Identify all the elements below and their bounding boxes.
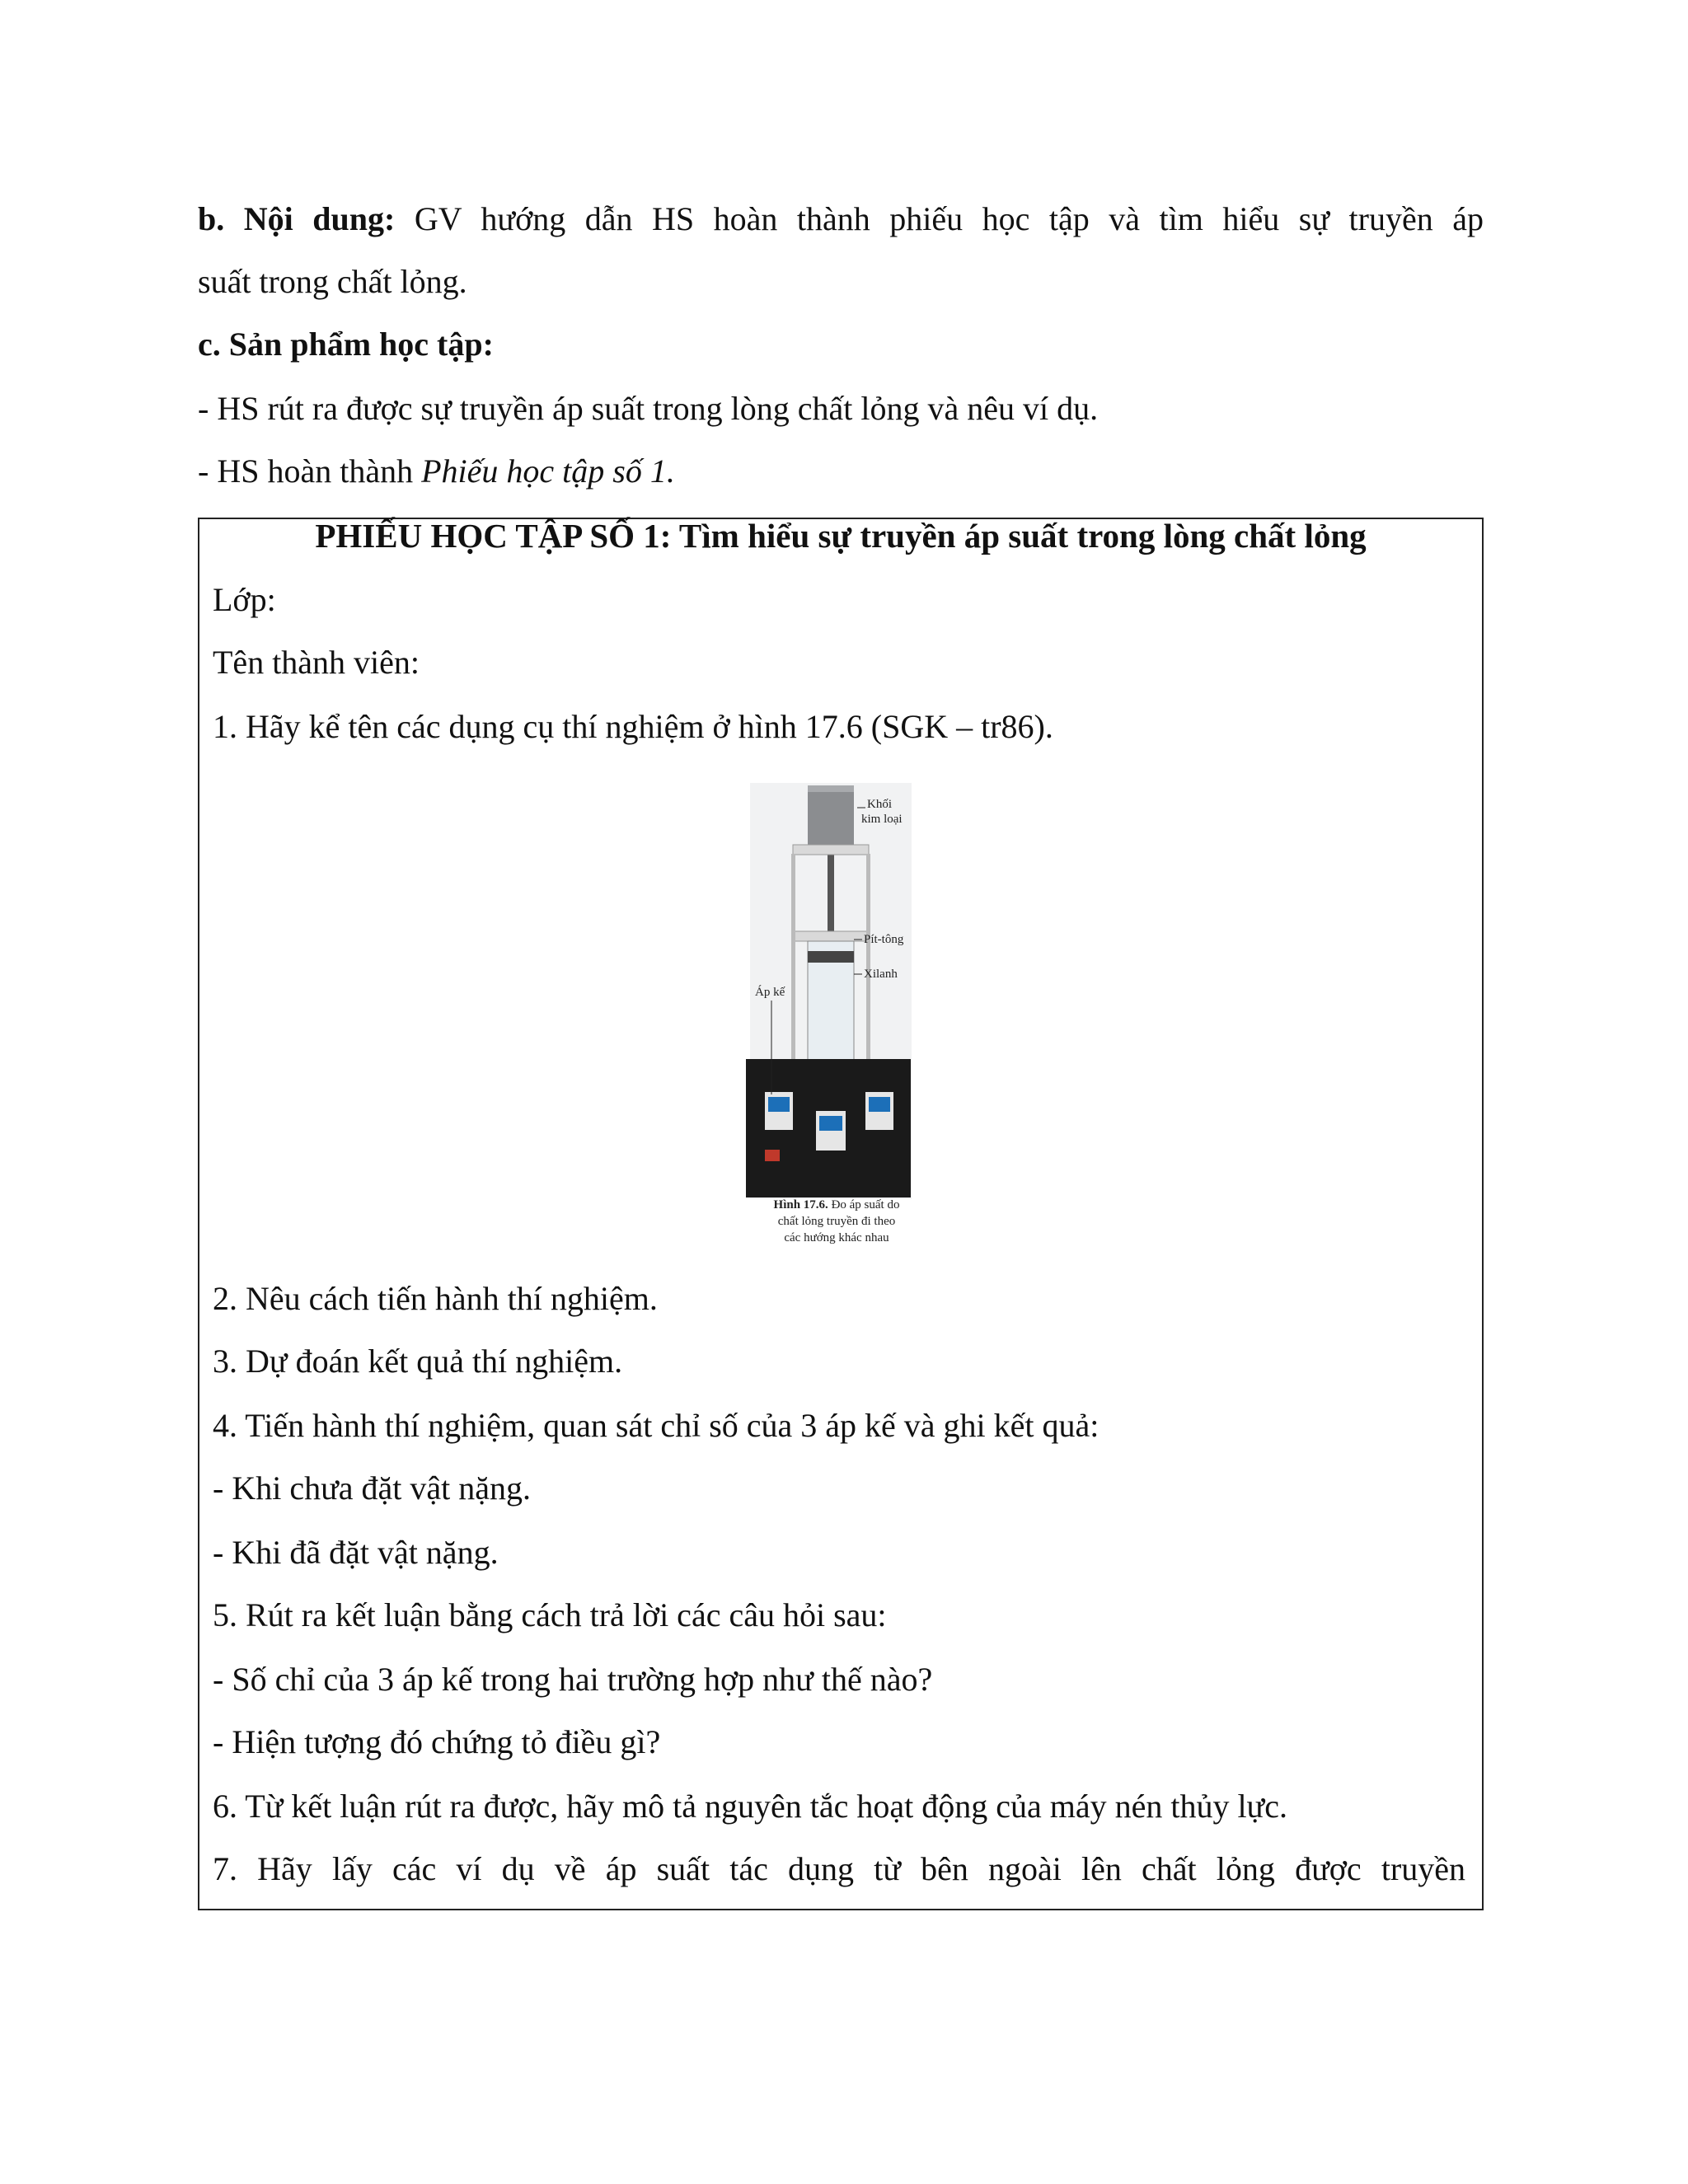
question-5b: - Hiện tượng đó chứng tỏ điều gì? <box>213 1723 661 1760</box>
metal-block-image <box>808 785 854 845</box>
question-4b: - Khi đã đặt vật nặng. <box>213 1534 499 1571</box>
question-4: 4. Tiến hành thí nghiệm, quan sát chỉ số của 3 áp kế và ghi kết quả: <box>213 1407 1100 1444</box>
question-7: 7. Hãy lấy các ví dụ về áp suất tác dụng từ bên ngoài lên chất lỏng được truyền <box>213 1850 1465 1887</box>
question-6: 6. Từ kết luận rút ra được, hãy mô tả nguyên tắc hoạt động của máy nén thủy lực. <box>213 1788 1287 1825</box>
label-cylinder: Xilanh <box>864 968 898 981</box>
content-paragraph-cont: suất trong chất lỏng. <box>198 263 467 300</box>
worksheet-title: PHIẾU HỌC TẬP SỐ 1: Tìm hiểu sự truyền áp suất trong lòng chất lỏng <box>315 517 1367 555</box>
label-gauge: Áp kế <box>755 986 785 999</box>
question-2: 2. Nêu cách tiến hành thí nghiệm. <box>213 1280 658 1317</box>
label-piston: Pít-tông <box>864 933 904 946</box>
piston-image <box>808 951 854 963</box>
worksheet-box-bottom-border <box>198 1909 1484 1910</box>
label-metal-1: Khối <box>867 798 892 811</box>
worksheet-ref: Phiếu học tập số 1. <box>421 452 675 490</box>
figure-caption: Hình 17.6. Đo áp suất do chất lỏng truyền đi theo các hướng khác nhau <box>773 1198 900 1244</box>
product-item-2: - HS hoàn thành Phiếu học tập số 1. <box>198 452 675 490</box>
content-label: b. Nội dung: <box>198 200 396 237</box>
content-paragraph <box>198 199 1484 239</box>
members-label: Tên thành viên: <box>213 644 420 681</box>
question-5a: - Số chỉ của 3 áp kế trong hai trường hợp như thế nào? <box>213 1661 933 1698</box>
label-metal-2: kim loại <box>861 813 903 826</box>
question-5: 5. Rút ra kết luận bằng cách trả lời các câu hỏi sau: <box>213 1596 887 1633</box>
question-3: 3. Dự đoán kết quả thí nghiệm. <box>213 1343 623 1380</box>
question-1: 1. Hãy kể tên các dụng cụ thí nghiệm ở hình 17.6 (SGK – tr86). <box>213 708 1053 745</box>
content-text: GV hướng dẫn HS hoàn thành phiếu học tập và tìm hiểu sự truyền áp <box>395 200 1484 237</box>
question-4a: - Khi chưa đặt vật nặng. <box>213 1469 531 1507</box>
class-label: Lớp: <box>213 581 276 618</box>
product-heading: c. Sản phẩm học tập: <box>198 326 494 363</box>
product-item-1: - HS rút ra được sự truyền áp suất trong lòng chất lỏng và nêu ví dụ. <box>198 390 1099 427</box>
